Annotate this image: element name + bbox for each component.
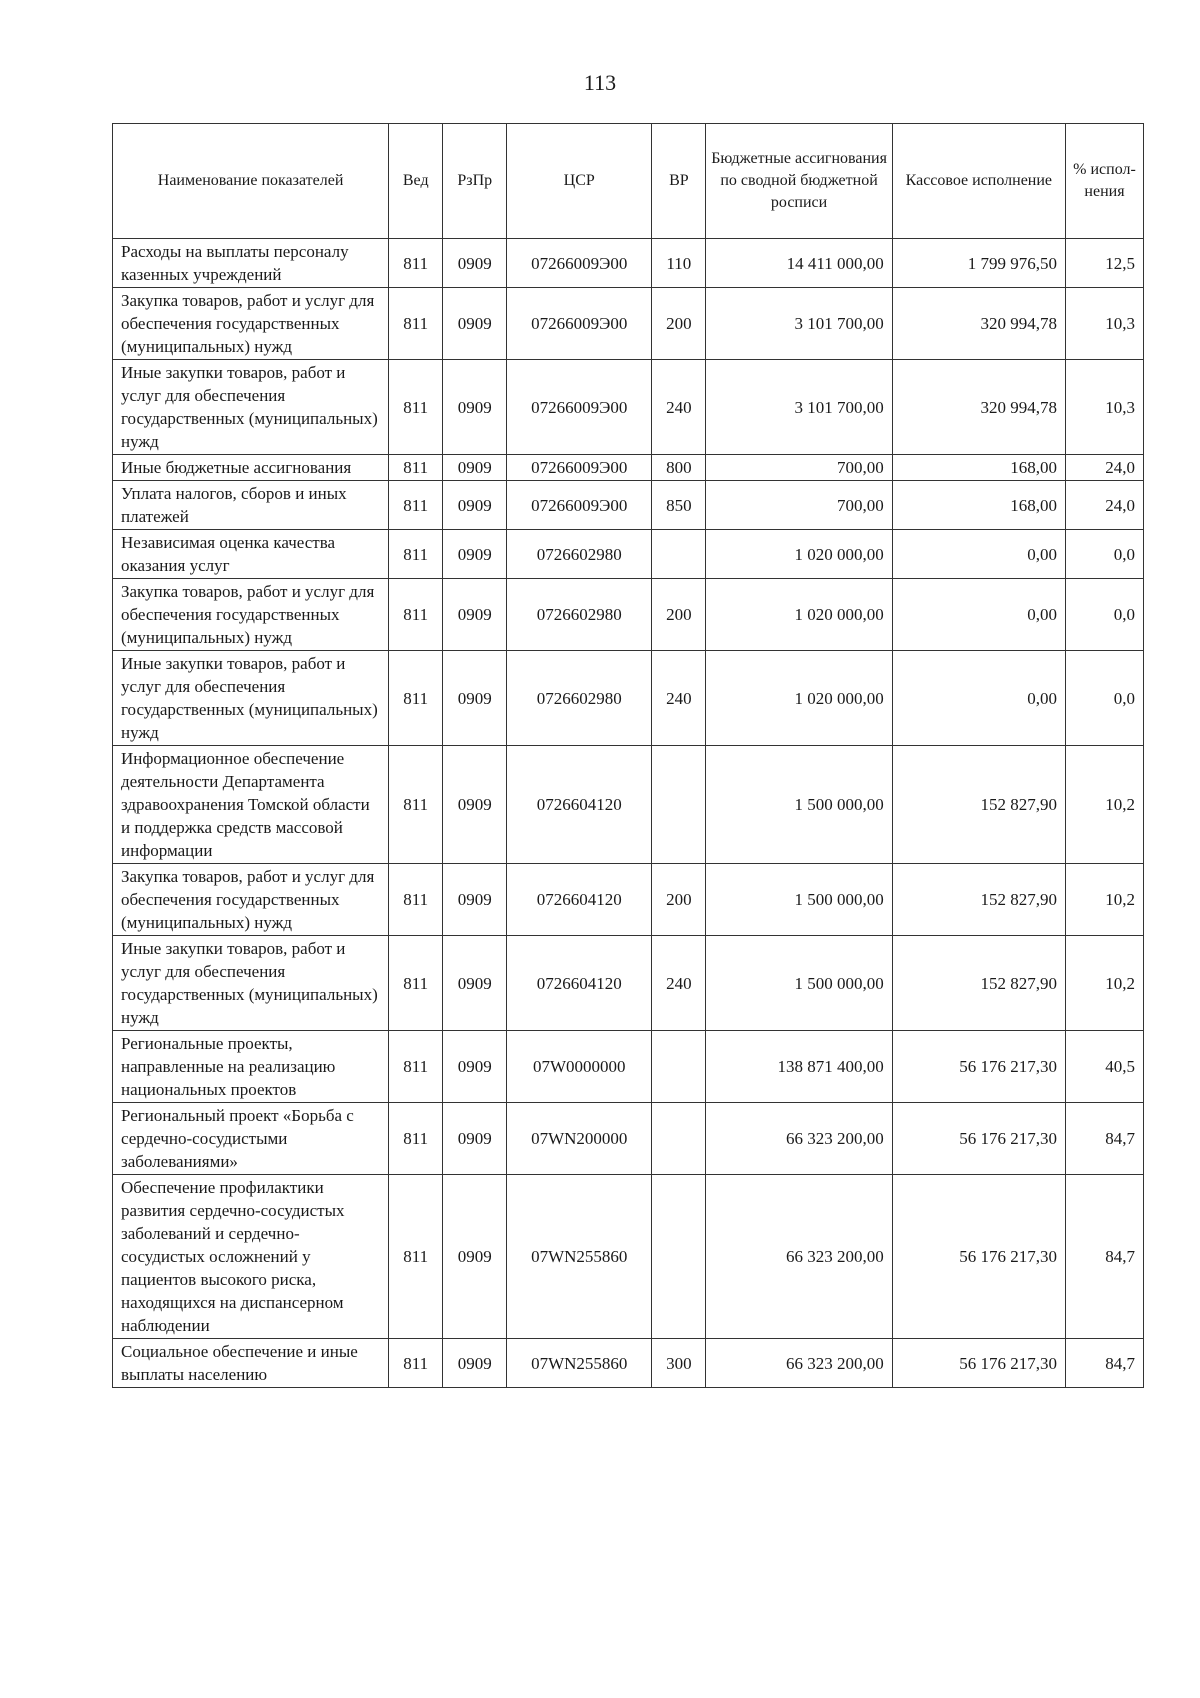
cell-csr: 07WN255860 [507,1175,652,1339]
cell-cash: 320 994,78 [892,288,1065,360]
cell-pct: 10,3 [1065,288,1143,360]
cell-ved: 811 [389,864,443,936]
cell-vr: 200 [652,864,706,936]
cell-rzpr: 0909 [443,864,507,936]
cell-vr: 240 [652,360,706,455]
cell-vr [652,1175,706,1339]
cell-budget: 1 020 000,00 [706,651,892,746]
cell-cash: 0,00 [892,530,1065,579]
cell-name: Информационное обеспечение деятельности Департамента здравоохранения Томской области и поддержка средств массовой информации [113,746,389,864]
cell-rzpr: 0909 [443,1339,507,1388]
cell-vr: 200 [652,579,706,651]
cell-ved: 811 [389,288,443,360]
cell-pct: 24,0 [1065,481,1143,530]
cell-name: Социальное обеспечение и иные выплаты населению [113,1339,389,1388]
table-row [113,481,1144,530]
cell-cash: 56 176 217,30 [892,1103,1065,1175]
header-csr: ЦСР [507,124,652,239]
cell-rzpr: 0909 [443,360,507,455]
header-cash: Кассовое исполнение [892,124,1065,239]
cell-ved: 811 [389,530,443,579]
cell-pct: 0,0 [1065,579,1143,651]
cell-cash: 56 176 217,30 [892,1175,1065,1339]
cell-csr: 0726604120 [507,746,652,864]
cell-pct: 10,2 [1065,864,1143,936]
cell-csr: 0726602980 [507,579,652,651]
cell-vr: 240 [652,936,706,1031]
cell-pct: 0,0 [1065,651,1143,746]
cell-rzpr: 0909 [443,746,507,864]
cell-ved: 811 [389,1175,443,1339]
cell-name: Уплата налогов, сборов и иных платежей [113,481,389,530]
cell-pct: 12,5 [1065,239,1143,288]
cell-vr [652,530,706,579]
cell-rzpr: 0909 [443,1103,507,1175]
cell-rzpr: 0909 [443,455,507,481]
cell-vr: 240 [652,651,706,746]
cell-cash: 152 827,90 [892,864,1065,936]
cell-rzpr: 0909 [443,936,507,1031]
cell-csr: 07266009Э00 [507,360,652,455]
cell-csr: 07WN200000 [507,1103,652,1175]
cell-ved: 811 [389,455,443,481]
cell-rzpr: 0909 [443,530,507,579]
cell-name: Региональные проекты, направленные на реализацию национальных проектов [113,1031,389,1103]
cell-name: Иные бюджетные ассигнования [113,455,389,481]
header-pct: % испол-нения [1065,124,1143,239]
cell-name: Обеспечение профилактики развития сердечно-сосудистых заболеваний и сердечно-сосудистых осложнений у пациентов высокого риска, находящихся на диспансерном наблюдении [113,1175,389,1339]
cell-name: Расходы на выплаты персоналу казенных учреждений [113,239,389,288]
cell-csr: 07266009Э00 [507,239,652,288]
cell-name: Закупка товаров, работ и услуг для обеспечения государственных (муниципальных) нужд [113,288,389,360]
cell-rzpr: 0909 [443,239,507,288]
table-row [113,746,1144,864]
cell-rzpr: 0909 [443,579,507,651]
cell-csr: 07266009Э00 [507,288,652,360]
cell-ved: 811 [389,481,443,530]
cell-pct: 84,7 [1065,1175,1143,1339]
cell-ved: 811 [389,239,443,288]
header-name: Наименование показателей [113,124,389,239]
cell-rzpr: 0909 [443,481,507,530]
header-vr: ВР [652,124,706,239]
cell-budget: 1 020 000,00 [706,530,892,579]
cell-name: Закупка товаров, работ и услуг для обеспечения государственных (муниципальных) нужд [113,579,389,651]
table-row [113,864,1144,936]
cell-budget: 66 323 200,00 [706,1339,892,1388]
cell-rzpr: 0909 [443,651,507,746]
cell-ved: 811 [389,1031,443,1103]
table-row [113,360,1144,455]
cell-budget: 66 323 200,00 [706,1103,892,1175]
cell-cash: 0,00 [892,651,1065,746]
cell-budget: 66 323 200,00 [706,1175,892,1339]
cell-csr: 07266009Э00 [507,455,652,481]
cell-ved: 811 [389,1339,443,1388]
cell-vr [652,1103,706,1175]
cell-budget: 1 500 000,00 [706,864,892,936]
table-row [113,1103,1144,1175]
cell-budget: 138 871 400,00 [706,1031,892,1103]
cell-vr [652,1031,706,1103]
cell-csr: 0726604120 [507,864,652,936]
cell-rzpr: 0909 [443,1175,507,1339]
cell-budget: 3 101 700,00 [706,288,892,360]
cell-name: Независимая оценка качества оказания услуг [113,530,389,579]
table-row [113,288,1144,360]
budget-table [112,123,1144,1388]
cell-pct: 10,2 [1065,746,1143,864]
cell-cash: 56 176 217,30 [892,1339,1065,1388]
cell-pct: 0,0 [1065,530,1143,579]
cell-ved: 811 [389,651,443,746]
cell-cash: 168,00 [892,481,1065,530]
cell-cash: 152 827,90 [892,746,1065,864]
cell-vr: 200 [652,288,706,360]
cell-cash: 56 176 217,30 [892,1031,1065,1103]
cell-name: Иные закупки товаров, работ и услуг для обеспечения государственных (муниципальных) нужд [113,360,389,455]
cell-rzpr: 0909 [443,288,507,360]
cell-csr: 0726604120 [507,936,652,1031]
header-ved: Вед [389,124,443,239]
cell-budget: 1 500 000,00 [706,746,892,864]
cell-rzpr: 0909 [443,1031,507,1103]
cell-pct: 40,5 [1065,1031,1143,1103]
cell-pct: 10,3 [1065,360,1143,455]
cell-cash: 1 799 976,50 [892,239,1065,288]
table-row [113,530,1144,579]
cell-pct: 84,7 [1065,1339,1143,1388]
cell-budget: 3 101 700,00 [706,360,892,455]
table-row [113,455,1144,481]
cell-budget: 1 500 000,00 [706,936,892,1031]
table-row [113,1031,1144,1103]
table-row [113,1175,1144,1339]
cell-ved: 811 [389,1103,443,1175]
cell-budget: 700,00 [706,481,892,530]
table-header-row [113,124,1144,239]
cell-csr: 0726602980 [507,651,652,746]
cell-budget: 1 020 000,00 [706,579,892,651]
table-body [113,239,1144,1388]
cell-csr: 07W0000000 [507,1031,652,1103]
cell-ved: 811 [389,579,443,651]
cell-pct: 24,0 [1065,455,1143,481]
cell-vr: 800 [652,455,706,481]
cell-name: Региональный проект «Борьба с сердечно-сосудистыми заболеваниями» [113,1103,389,1175]
cell-budget: 14 411 000,00 [706,239,892,288]
cell-ved: 811 [389,360,443,455]
table-row [113,1339,1144,1388]
cell-name: Закупка товаров, работ и услуг для обеспечения государственных (муниципальных) нужд [113,864,389,936]
page-number: 113 [583,70,617,95]
cell-cash: 0,00 [892,579,1065,651]
header-rzpr: РзПр [443,124,507,239]
cell-csr: 07266009Э00 [507,481,652,530]
header-budget: Бюджетные ассигнования по сводной бюджетной росписи [706,124,892,239]
cell-vr: 850 [652,481,706,530]
cell-pct: 84,7 [1065,1103,1143,1175]
cell-cash: 320 994,78 [892,360,1065,455]
table-row [113,651,1144,746]
cell-budget: 700,00 [706,455,892,481]
cell-cash: 152 827,90 [892,936,1065,1031]
cell-ved: 811 [389,746,443,864]
cell-pct: 10,2 [1065,936,1143,1031]
cell-name: Иные закупки товаров, работ и услуг для обеспечения государственных (муниципальных) нужд [113,651,389,746]
table-row [113,936,1144,1031]
cell-ved: 811 [389,936,443,1031]
cell-name: Иные закупки товаров, работ и услуг для обеспечения государственных (муниципальных) нужд [113,936,389,1031]
cell-csr: 07WN255860 [507,1339,652,1388]
cell-csr: 0726602980 [507,530,652,579]
cell-vr [652,746,706,864]
cell-vr: 300 [652,1339,706,1388]
table-row [113,239,1144,288]
cell-cash: 168,00 [892,455,1065,481]
cell-vr: 110 [652,239,706,288]
table-row [113,579,1144,651]
